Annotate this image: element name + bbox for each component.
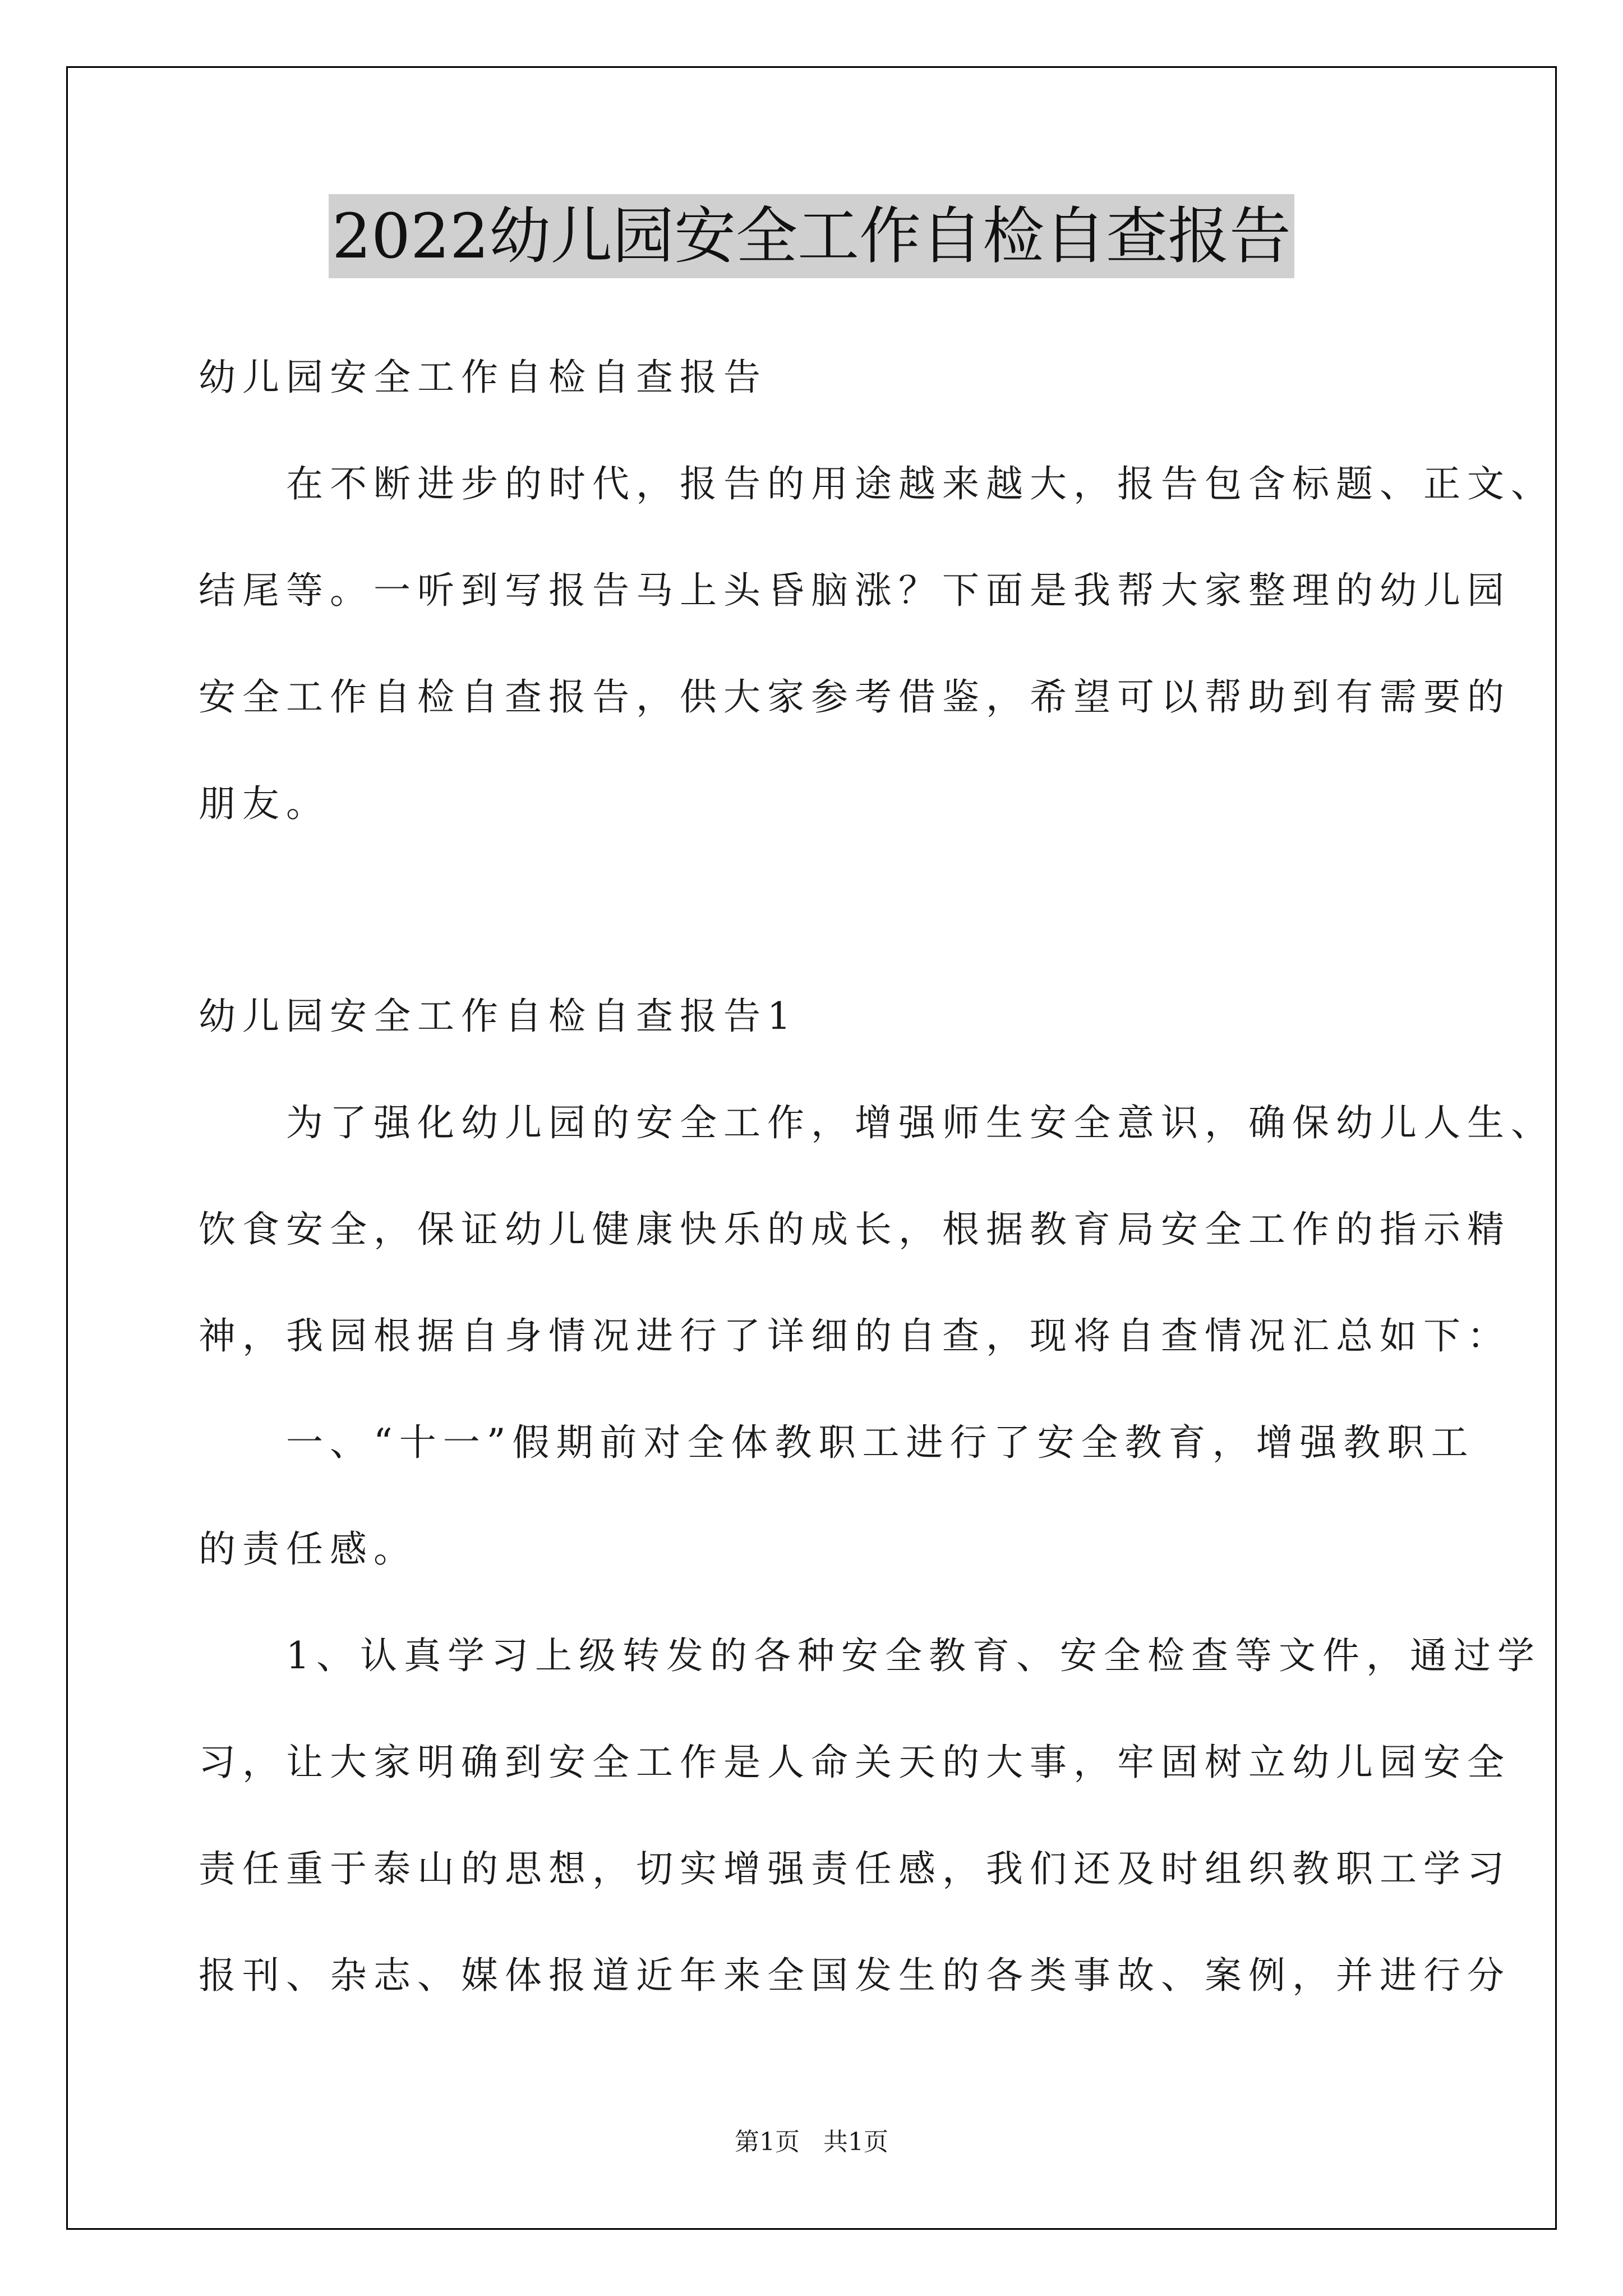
- body-line: 饮食安全，保证幼儿健康快乐的成长，根据教育局安全工作的指示精: [199, 1208, 1511, 1251]
- body-line: 责任重于泰山的思想，切实增强责任感，我们还及时组织教职工学习: [199, 1847, 1511, 1890]
- body-line: 习，让大家明确到安全工作是人命关天的大事，牢固树立幼儿园安全: [199, 1741, 1511, 1784]
- body-line: 在不断进步的时代，报告的用途越来越大，报告包含标题、正文、: [199, 462, 1555, 505]
- body-line: 安全工作自检自查报告，供大家参考借鉴，希望可以帮助到有需要的: [199, 675, 1511, 719]
- section-heading: 幼儿园安全工作自检自查报告1: [199, 995, 797, 1038]
- body-line: 1、认真学习上级转发的各种安全教育、安全检查等文件，通过学: [199, 1634, 1541, 1677]
- body-line: 报刊、杂志、媒体报道近年来全国发生的各类事故、案例，并进行分: [199, 1954, 1511, 1997]
- body-line: 结尾等。一听到写报告马上头昏脑涨？下面是我帮大家整理的幼儿园: [199, 569, 1511, 612]
- title-container: [0, 194, 1623, 278]
- body-line: 为了强化幼儿园的安全工作，增强师生安全意识，确保幼儿人生、: [199, 1101, 1555, 1144]
- document-title: 2022幼儿园安全工作自检自查报告: [329, 194, 1294, 278]
- body-line: 朋友。: [199, 782, 330, 825]
- body-line: 的责任感。: [199, 1527, 417, 1571]
- subtitle-line: 幼儿园安全工作自检自查报告: [199, 356, 767, 399]
- body-line: 神，我园根据自身情况进行了详细的自查，现将自查情况汇总如下：: [199, 1314, 1511, 1358]
- body-line: 一、“十一”假期前对全体教职工进行了安全教育，增强教职工: [199, 1421, 1475, 1464]
- page-footer: 第1页 共1页: [735, 2128, 888, 2156]
